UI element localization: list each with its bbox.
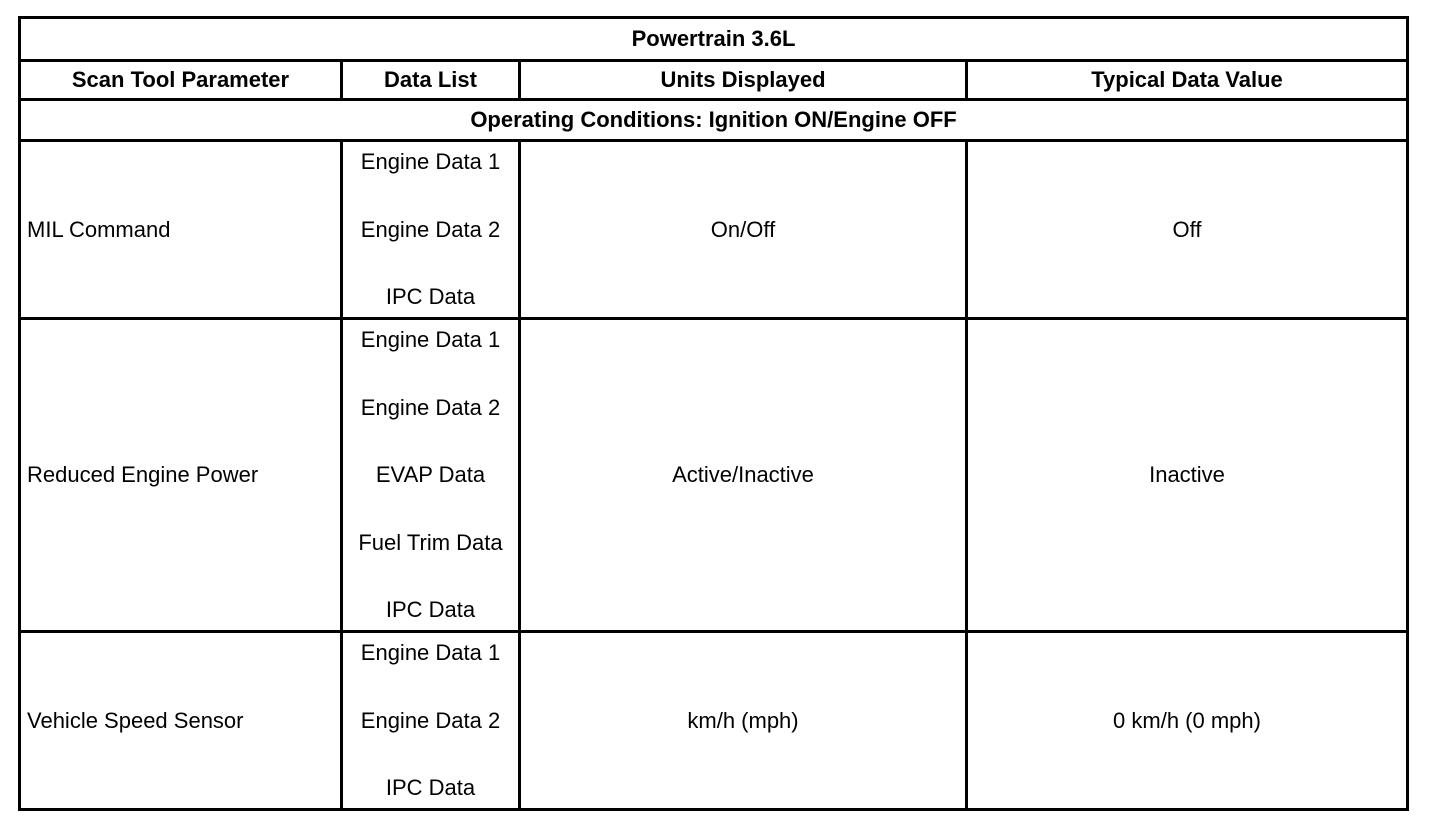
units-cell: On/Off xyxy=(520,141,967,319)
units-cell: Active/Inactive xyxy=(520,319,967,632)
table-row xyxy=(20,632,1408,810)
data-list-item: Engine Data 2 xyxy=(360,394,501,420)
table-title: Powertrain 3.6L xyxy=(20,18,1408,61)
header-row xyxy=(20,61,1408,100)
data-list-item: Engine Data 2 xyxy=(360,216,501,242)
data-list-cell xyxy=(342,632,520,810)
units-cell: km/h (mph) xyxy=(520,632,967,810)
data-list-cell xyxy=(342,319,520,632)
parameter-cell: Reduced Engine Power xyxy=(20,319,342,632)
header-typical-data-value: Typical Data Value xyxy=(967,61,1408,100)
header-units-displayed: Units Displayed xyxy=(520,61,967,100)
typical-value-cell: Off xyxy=(967,141,1408,319)
data-list-item: IPC Data xyxy=(385,284,476,309)
table-row xyxy=(20,141,1408,319)
data-list-item: IPC Data xyxy=(385,775,476,800)
data-list-item: Engine Data 2 xyxy=(360,707,501,733)
data-list-item: Engine Data 1 xyxy=(360,327,501,352)
table-row xyxy=(20,319,1408,632)
data-list-item: Engine Data 1 xyxy=(360,149,501,174)
data-list-item: Fuel Trim Data xyxy=(358,529,503,555)
data-list-item: IPC Data xyxy=(385,597,476,622)
typical-value-cell: Inactive xyxy=(967,319,1408,632)
header-data-list: Data List xyxy=(342,61,520,100)
scan-tool-data-table xyxy=(18,16,1409,811)
data-list-item: EVAP Data xyxy=(375,462,486,487)
operating-conditions: Operating Conditions: Ignition ON/Engine OFF xyxy=(20,100,1408,141)
parameter-cell: Vehicle Speed Sensor xyxy=(20,632,342,810)
typical-value-cell: 0 km/h (0 mph) xyxy=(967,632,1408,810)
parameter-cell: MIL Command xyxy=(20,141,342,319)
data-list-item: Engine Data 1 xyxy=(360,640,501,665)
header-scan-tool-parameter: Scan Tool Parameter xyxy=(20,61,342,100)
data-list-cell xyxy=(342,141,520,319)
